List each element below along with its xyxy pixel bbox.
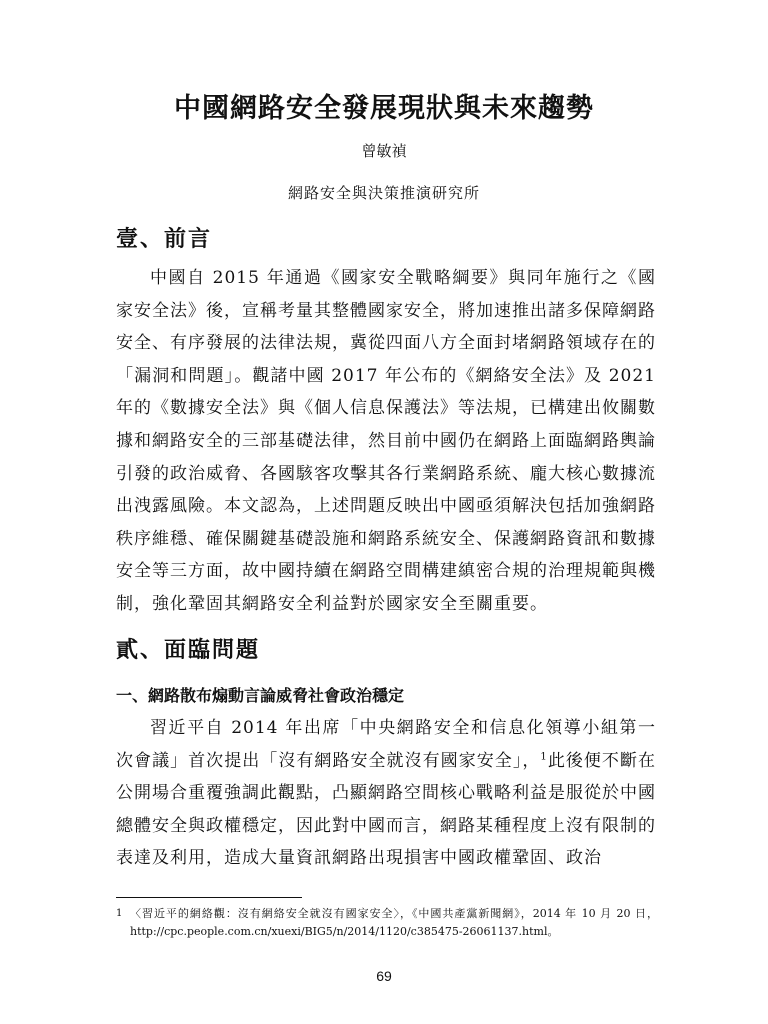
subsection-heading: 一、網路散布煽動言論威脅社會政治穩定 xyxy=(116,686,405,705)
page-title: 中國網路安全發展現狀與未來趨勢 xyxy=(174,93,594,124)
author-institute: 網路安全與決策推演研究所 xyxy=(287,184,480,202)
section-heading-problems: 貳、面臨問題 xyxy=(116,637,261,663)
footnote xyxy=(116,905,658,941)
introduction-paragraph: 中國自 2015 年通過《國家安全戰略綱要》與同年施行之《國家安全法》後，宣稱考量其整體國家安全，將加速推出諸多保障網路安全、有序發展的法律法規，冀從四面八方全面封堵網路領域存在的「漏洞和問題」。觀諸中國 2017 年公布的《網絡安全法》及 2021 年的《數據安全法》與《個人信息保護法》等法規，已構建出攸關數據和網路安全的三部基礎法律，然目前中國仍在網路上面臨網路輿論引發的政治威脅、各國駭客攻擊其各行業網路系統、龐大核心數據流出洩露風險。本文認為，上述問題反映出中國亟須解決包括加強網路秩序維穩、確保關鍵基礎設施和網路系統安全、保護網路資訊和數據安全等三方面，故中國持續在網路空間構建縝密合規的治理規範與機制，強化鞏固其網路安全利益對於國家安全至關重要。 xyxy=(116,268,656,614)
page-number: 69 xyxy=(376,968,392,984)
problems-paragraph xyxy=(116,712,656,875)
footnote-reference[interactable]: 1 xyxy=(540,750,548,762)
author-name: 曾敏禎 xyxy=(361,142,407,160)
footnote-text: 〈習近平的網絡觀：沒有網絡安全就沒有國家安全〉，《中國共產黨新聞網》，2014 年 10 月 20 日，http://cpc.people.com.cn/xuexi/BIG5/n/2014/1120/c385475-26061137.html。 xyxy=(130,907,658,938)
problems-paragraph-text-before: 習近平自 2014 年出席「中央網路安全和信息化領導小組第一次會議」首次提出「沒有網路安全就沒有國家安全」， xyxy=(116,718,656,771)
problems-paragraph-text-after: 此後便不斷在公開場合重覆強調此觀點，凸顯網路空間核心戰略利益是服從於中國總體安全與政權穩定，因此對中國而言，網路某種程度上沒有限制的表達及利用，造成大量資訊網路出現損害中國政權鞏固、政治 xyxy=(116,750,657,869)
footnote-divider xyxy=(116,897,302,898)
footnote-mark: 1 xyxy=(116,908,123,919)
section-heading-introduction: 壹、前言 xyxy=(116,226,213,252)
